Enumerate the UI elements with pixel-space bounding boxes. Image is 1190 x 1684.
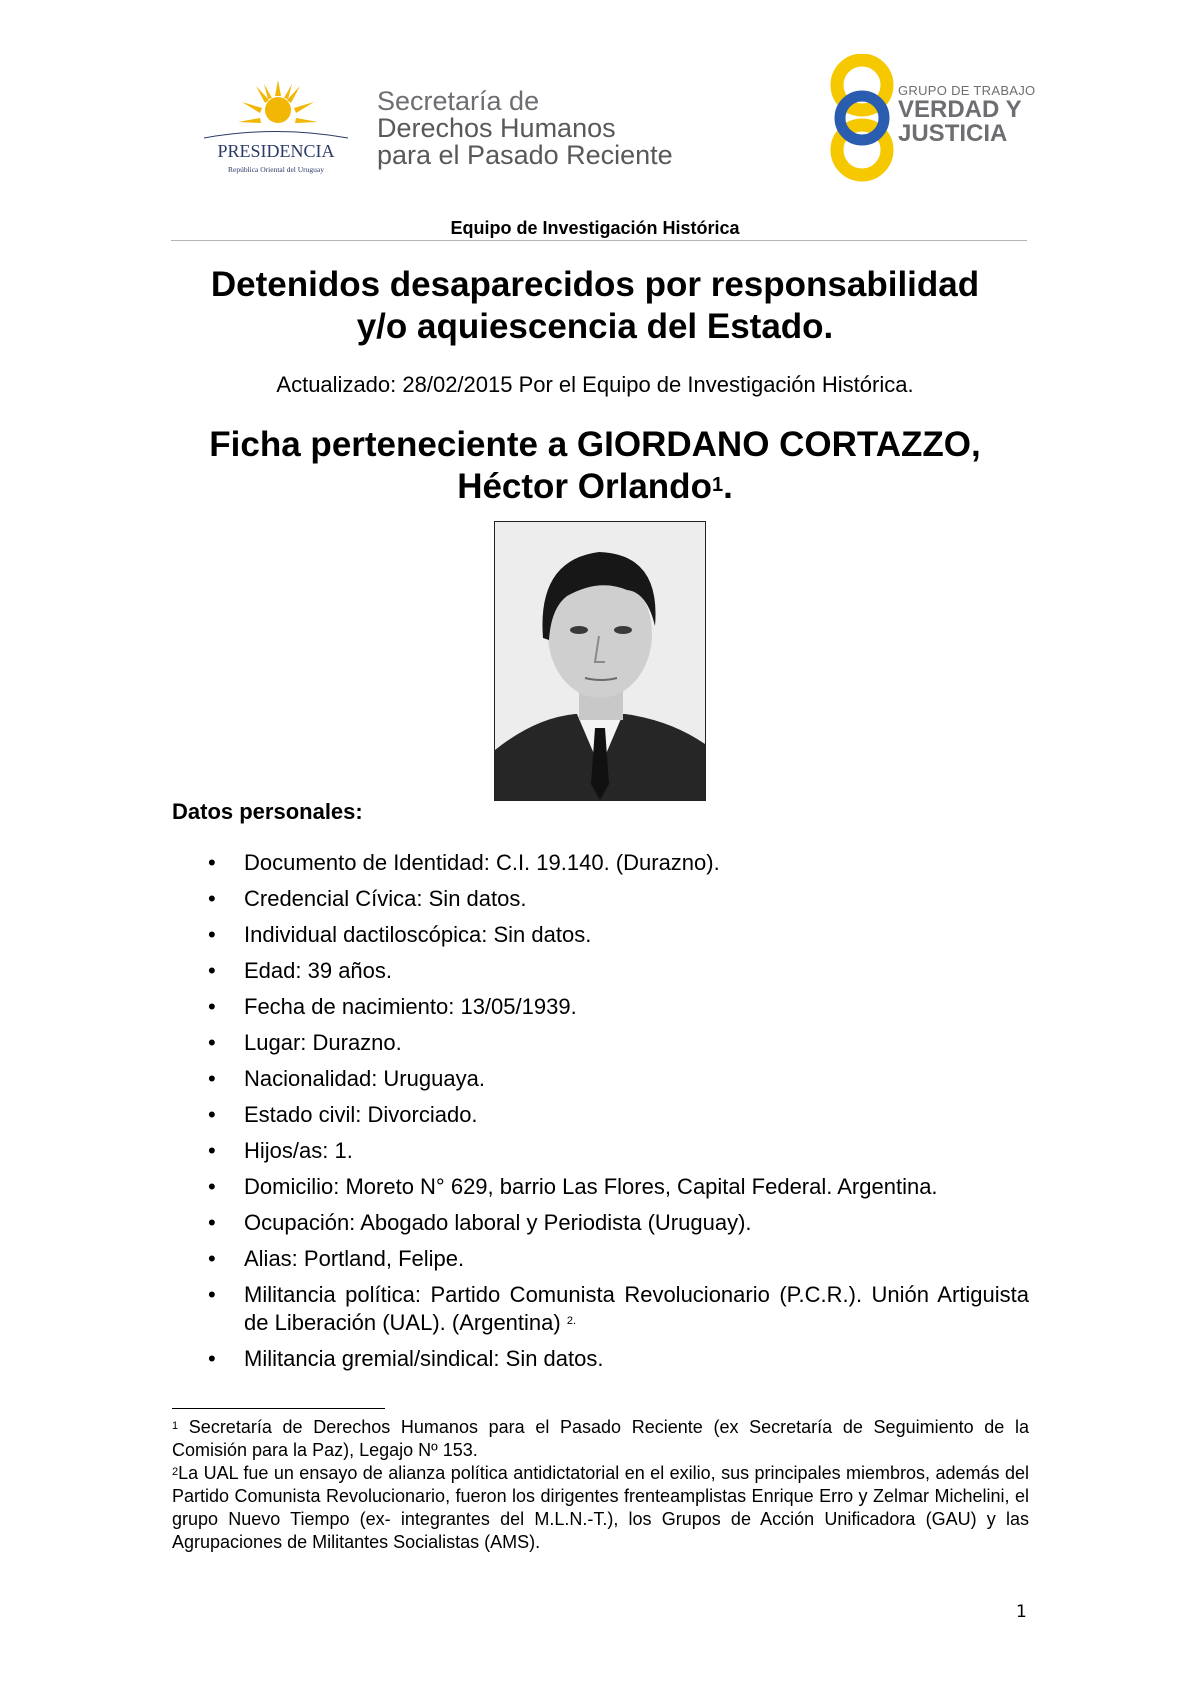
list-item: • Hijos/as: 1. [172,1137,1029,1165]
militancia-politica-text: Militancia política: Partido Comunista Revolucionario (P.C.R.). Unión Artiguista de Liberación (UAL). (Argentina) [244,1282,1029,1335]
title-line2: y/o aquiescencia del Estado. [356,307,834,346]
list-item: • Fecha de nacimiento: 13/05/1939. [172,993,1029,1021]
updated-line: Actualizado: 28/02/2015 Por el Equipo de Investigación Histórica. [276,372,914,397]
header-divider [171,240,1027,241]
title-line1: Detenidos desaparecidos por responsabilidad [210,265,980,304]
footnote-1-text: Secretaría de Derechos Humanos para el Pasado Reciente (ex Secretaría de Seguimiento de la Comisión para la Paz), Legajo Nº 153. [172,1417,1029,1460]
ficha-line1: Ficha perteneciente a GIORDANO CORTAZZO, [209,425,981,464]
page-number: 1 [1016,1602,1027,1622]
grupo-small: GRUPO DE TRABAJO [898,83,1036,98]
list-item [172,1281,1029,1337]
page-title [150,264,1040,348]
grupo-big2: JUSTICIA [898,120,1008,147]
list-item: • Militancia gremial/sindical: Sin datos. [172,1345,1029,1373]
presidencia-logo [196,80,356,180]
footnote-2-marker: 2 [172,1466,179,1478]
secretaria-line1: Secretaría de [377,86,540,116]
list-item: • Documento de Identidad: C.I. 19.140. (Durazno). [172,849,1029,877]
footnotes [172,1416,1029,1554]
footnote-1-marker: 1 [172,1420,179,1432]
list-item: • Lugar: Durazno. [172,1029,1029,1057]
list-item: • Alias: Portland, Felipe. [172,1245,1029,1273]
secretaria-logo-text [377,88,707,169]
ficha-line2 [150,466,1040,508]
presidencia-name: PRESIDENCIA [217,141,335,161]
datos-personales-list [172,849,1029,1381]
ficha-title [150,424,1040,508]
footnote-2 [172,1462,1029,1554]
portrait-photo [494,521,706,801]
list-item: • Domicilio: Moreto N° 629, barrio Las Flores, Capital Federal. Argentina. [172,1173,1029,1201]
secretaria-line3: para el Pasado Reciente [377,140,673,170]
sun-emblem-icon [196,80,356,180]
footnote-separator [172,1408,385,1409]
presidencia-sub: República Oriental del Uruguay [227,165,325,174]
footnote-1 [172,1416,1029,1462]
datos-personales-heading: Datos personales: [172,799,363,824]
grupo-big1: VERDAD Y [898,96,1022,123]
ficha-name: Héctor Orlando [457,467,712,506]
footnote-ref-1[interactable]: 1 [711,474,724,496]
list-item: • Individual dactiloscópica: Sin datos. [172,921,1029,949]
section-label: Equipo de Investigación Histórica [450,218,740,238]
list-item: • Estado civil: Divorciado. [172,1101,1029,1129]
footnote-2-text: La UAL fue un ensayo de alianza política antidictatorial en el exilio, sus principales miembros, además del Partido Comunista Revolucionario, fueron los dirigentes frenteamplistas Enrique Erro y Zelmar Michelini, el grupo Nuevo Tiempo (ex- integrantes del M.L.N.-T.), los Grupos de Acción Unificadora (GAU) y las Agrupaciones de Militantes Socialistas (AMS). [172,1463,1029,1552]
linked-rings-icon [822,54,902,184]
list-item: • Ocupación: Abogado laboral y Periodista (Uruguay). [172,1209,1029,1237]
ficha-line2-end: . [723,467,733,506]
grupo-trabajo-text [898,84,1035,146]
list-item: • Credencial Cívica: Sin datos. [172,885,1029,913]
list-item: • Nacionalidad: Uruguaya. [172,1065,1029,1093]
secretaria-line2: Derechos Humanos [377,113,616,143]
list-item: • Edad: 39 años. [172,957,1029,985]
footnote-ref-2[interactable]: 2. [566,1315,577,1327]
